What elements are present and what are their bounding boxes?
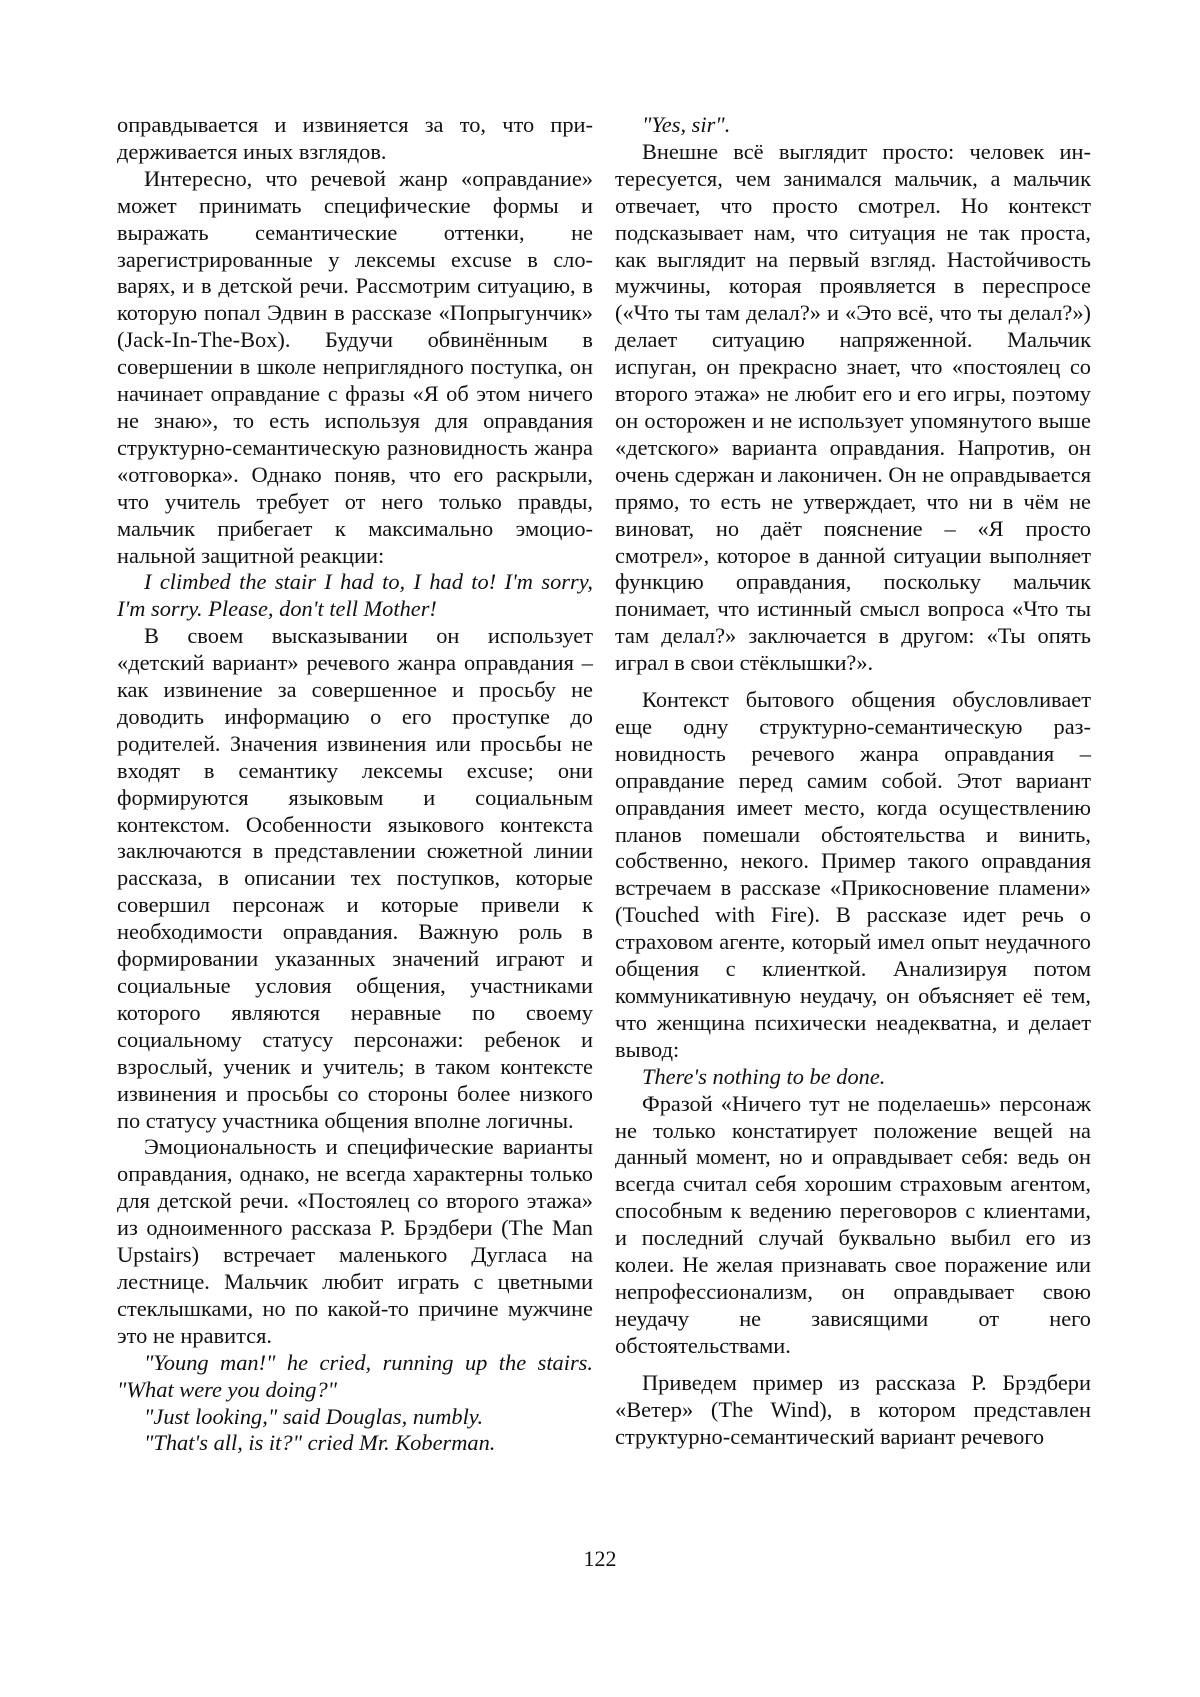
- quote-paragraph: I climbed the stair I had to, I had to! I'm sor­ry, I'm sorry. Please, don't tell Mother!: [117, 569, 593, 623]
- quote-paragraph: There's nothing to be done.: [615, 1064, 1091, 1091]
- left-column: [117, 112, 593, 1457]
- right-column: [615, 112, 1091, 1450]
- paragraph: В своем высказывании он использует «детский вариант» речевого жанра оправда­ния – как извинение за совершенное и просьбу не доводить информацию о его про­ступке до родителей. Значения извинения или просьбы не входят в семантику лексемы excuse; они формируются языковым и соци­альным контекстом. Особенности языкового контекста заключаются в представлении сюжетной линии рассказа, в описании тех поступков, которые совершил персонаж и которые привели к необходимости оправда­ния. Важную роль в формировании указан­ных значений играют и социальные условия общения, участниками которого являются неравные по своему социальному статусу персонажи: ребенок и взрослый, ученик и учитель; в таком контексте извинения и просьбы со стороны более низкого по стату­су участника общения вполне логичны.: [117, 623, 593, 1134]
- paragraph: Внешне всё выглядит просто: человек ин­тересуется, чем занимался мальчик, а маль­чик отвечает, что просто смотрел. Но кон­текст подсказывает нам, что ситуация не так проста, как выглядит на первый взгляд. На­стойчивость мужчины, которая проявляется в переспросе («Что ты там делал?» и «Это всё, что ты делал?») делает ситуацию напря­женной. Мальчик испуган, он прекрасно зна­ет, что «постоялец со второго этажа» не лю­бит его и его игры, поэтому он осторожен и не использует упомянутого выше «детского» варианта оправдания. Напротив, он очень сдержан и лаконичен. Он не оправдывается прямо, то есть не утверждает, что ни в чём не виноват, но даёт пояснение – «Я просто смотрел», которое в данной ситуации вы­полняет функцию оправдания, поскольку мальчик понимает, что истинный смысл во­проса «Что ты там делал?» заключается в другом: «Ты опять играл в свои стёклыш­ки?».: [615, 139, 1091, 677]
- paragraph: Фразой «Ничего тут не поделаешь» пер­сонаж не только констатирует положение вещей на данный момент, но и оправдывает себя: ведь он всегда считал себя хорошим страховым агентом, способным к ведению переговоров с клиентами, и последний слу­чай буквально выбил его из колеи. Не желая признавать свое поражение или непрофес­сионализм, он оправдывает свою неудачу не зависящими от него обстоятельствами.: [615, 1091, 1091, 1360]
- quote-paragraph: "Yes, sir".: [615, 112, 1091, 139]
- quote-paragraph: "Just looking," said Douglas, numbly.: [117, 1404, 593, 1431]
- paragraph: Эмоциональность и специфические вари­анты оправдания, однако, не всегда харак­терны только для детской речи. «Постоялец со второго этажа» из одноименного рассказа Р. Брэдбери (The Man Upstairs) встречает ма­ленького Дугласа на лестнице. Мальчик лю­бит играть с цветными стеклышками, но по какой-то причине мужчине это не нравится.: [117, 1134, 593, 1349]
- quote-paragraph: "Young man!" he cried, running up the stairs. "What were you doing?": [117, 1350, 593, 1404]
- paragraph: Интересно, что речевой жанр «оправда­ние» может принимать специфические фор­мы и выражать семантические оттенки, не зарегистрированные у лексемы excuse в сло­варях, и в детской речи. Рассмотрим ситуа­цию, в которую попал Эдвин в рассказе «Попрыгунчик» (Jack-In-The-Box). Будучи обвинённым в совершении в школе непри­глядного поступка, он начинает оправдание с фразы «Я об этом ничего не знаю», то есть используя для оправдания структурно-семантическую разновидность жанра «отго­ворка». Однако поняв, что его раскрыли, что учитель требует от него только правды, мальчик прибегает к максимально эмоцио­нальной защитной реакции:: [117, 166, 593, 570]
- document-page: [0, 0, 1200, 1697]
- paragraph: Контекст бытового общения обусловлива­ет еще одну структурно-семантическую раз­новидность речевого жанра оправдания – оправдание перед самим собой. Этот вариант оправдания имеет место, когда осуществле­нию планов помешали обстоятельства и ви­нить, собственно, некого. Пример такого оп­равдания встречаем в рассказе «Прикоснове­ние пламени» (Touched with Fire). В рассказе идет речь о страховом агенте, который имел опыт неудачного общения с клиенткой. Ана­лизируя потом коммуникативную неудачу, он объясняет её тем, что женщина психиче­ски неадекватна, и делает вывод:: [615, 687, 1091, 1064]
- paragraph: Приведем пример из рассказа Р. Брэдбери «Ветер» (The Wind), в котором представлен структурно-семантический вариант речевого: [615, 1370, 1091, 1451]
- paragraph: оправдывается и извиняется за то, что при­держивается иных взглядов.: [117, 112, 593, 166]
- page-number: 122: [0, 1546, 1200, 1572]
- quote-paragraph: "That's all, is it?" cried Mr. Koberman.: [117, 1430, 593, 1457]
